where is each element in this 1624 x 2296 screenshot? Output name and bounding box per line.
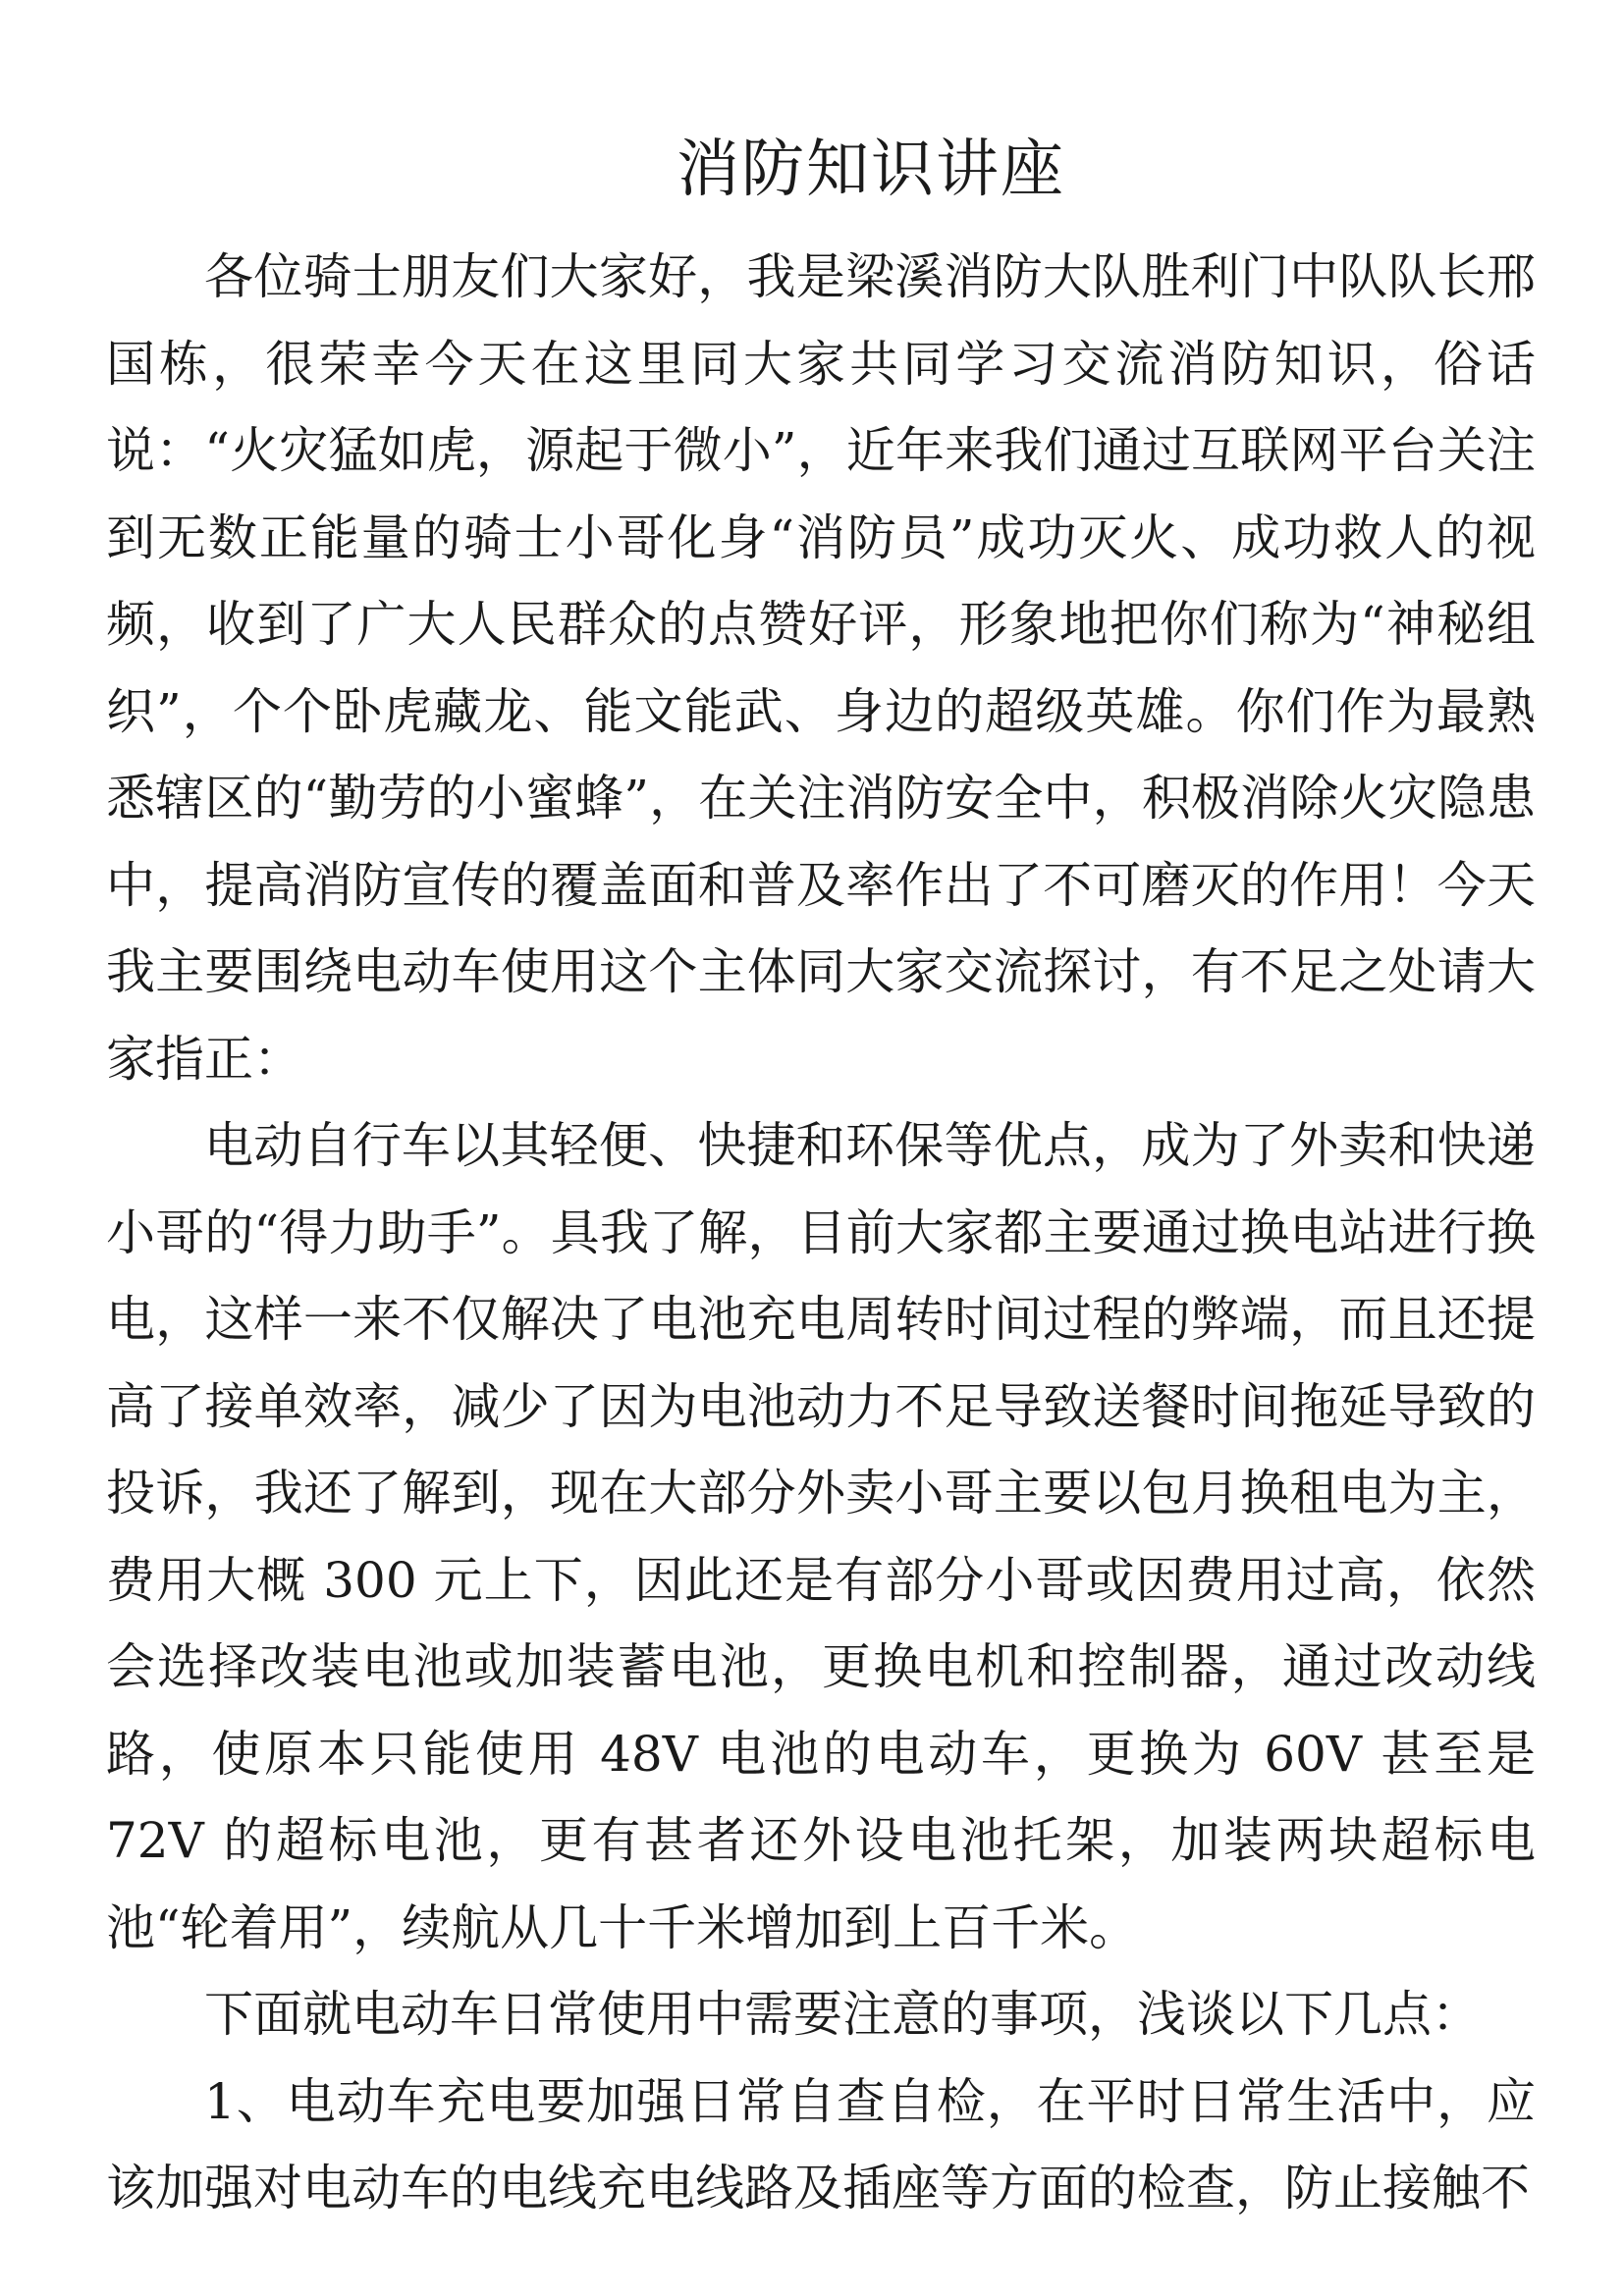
paragraph-point-1: 1、电动车充电要加强日常自查自检，在平时日常生活中，应该加强对电动车的电线充电线路及插座等方面的检查，防止接触不 — [106, 2072, 1536, 2216]
paragraph-ebike-background: 电动自行车以其轻便、快捷和环保等优点，成为了外卖和快递小哥的“得力助手”。具我了解，目前大家都主要通过换电站进行换电，这样一来不仅解决了电池充电周转时间过程的弊端，而且还提高了接单效率，减少了因为电池动力不足导致送餐时间拖延导致的投诉，我还了解到，现在大部分外卖小哥主要以包月换租电为主，费用大概 300 元上下，因此还是有部分小哥或因费用过高，依然会选择改装电池或加装蓄电池，更换电机和控制器，通过改动线路，使原本只能使用 48V 电池的电动车，更换为 60V 甚至是 72V 的超标电池，更有甚者还外设电池托架，加装两块超标电池“轮着用”，续航从几十千米增加到上百千米。 — [106, 1117, 1536, 1956]
page-title: 消防知识讲座 — [677, 133, 1065, 206]
paragraph-points-intro: 下面就电动车日常使用中需要注意的事项，浅谈以下几点： — [204, 1986, 1481, 2043]
document-body — [106, 234, 1536, 2232]
paragraph-intro: 各位骑士朋友们大家好，我是梁溪消防大队胜利门中队队长邢国栋，很荣幸今天在这里同大家共同学习交流消防知识，俗话说：“火灾猛如虎，源起于微小”，近年来我们通过互联网平台关注到无数正能量的骑士小哥化身“消防员”成功灭火、成功救人的视频，收到了广大人民群众的点赞好评，形象地把你们称为“神秘组织”，个个卧虎藏龙、能文能武、身边的超级英雄。你们作为最熟悉辖区的“勤劳的小蜜蜂”，在关注消防安全中，积极消除火灾隐患中，提高消防宣传的覆盖面和普及率作出了不可磨灭的作用！今天我主要围绕电动车使用这个主体同大家交流探讨，有不足之处请大家指正： — [106, 248, 1536, 1088]
